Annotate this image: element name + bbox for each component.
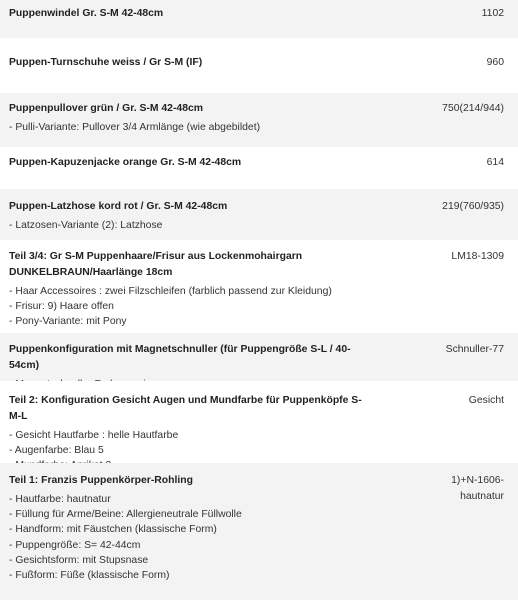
- item-title: Teil 1: Franzis Puppenkörper-Rohling: [9, 475, 193, 486]
- item-option: - Hautfarbe: hautnatur: [9, 494, 111, 505]
- item-sku: 219(760/935): [442, 201, 504, 212]
- item-option: - Füllung für Arme/Beine: Allergieneutrale Füllwolle: [9, 509, 242, 521]
- item-info: [9, 155, 477, 171]
- item-options: [9, 492, 432, 583]
- item-option: - Augenfarbe: Blau 5: [9, 445, 104, 457]
- item-option: - Haar Accessoires : zwei Filzschleifen (farblich passend zur Kleidung): [9, 286, 332, 297]
- item-option: - Latzosen-Variante (2): Latzhose: [9, 220, 163, 231]
- item-info: [9, 55, 477, 71]
- item-title: Puppenpullover grün / Gr. S-M 42-48cm: [9, 103, 203, 114]
- item-option: - Gesichtsform: mit Stupsnase: [9, 554, 149, 566]
- item-info: [9, 101, 432, 135]
- item-sku: 750(214/944): [442, 103, 504, 114]
- item-sku: Schnuller-77: [445, 344, 504, 355]
- table-row: [0, 147, 518, 189]
- item-info: [9, 473, 432, 583]
- item-option: - Puppengröße: S= 42-44cm: [9, 539, 141, 551]
- item-options: [9, 218, 432, 233]
- item-info: [9, 6, 472, 22]
- item-title: Puppen-Kapuzenjacke orange Gr. S-M 42-48cm: [9, 157, 242, 168]
- item-option: - Pony-Variante: mit Pony: [9, 316, 127, 328]
- item-sku: LM18-1309: [451, 251, 504, 262]
- item-info: [9, 393, 459, 474]
- item-option: - Handform: mit Fäustchen (klassische Form): [9, 524, 217, 536]
- item-sku: 614: [486, 157, 504, 168]
- item-title: Puppen-Latzhose kord rot / Gr. S-M 42-48cm: [9, 201, 228, 212]
- item-info: [9, 199, 432, 233]
- table-row: [0, 0, 518, 38]
- item-info: [9, 249, 441, 330]
- item-option: - Fußform: Füße (klassische Form): [9, 570, 170, 582]
- table-row: [0, 381, 518, 463]
- item-title: Puppen-Turnschuhe weiss / Gr S-M (IF): [9, 57, 203, 68]
- item-title: Puppenkonfiguration mit Magnetschnuller (für Puppengröße S-L / 40-54cm): [9, 344, 351, 371]
- item-option: - Pulli-Variante: Pullover 3/4 Armlänge (wie abgebildet): [9, 122, 261, 133]
- table-row: [0, 93, 518, 147]
- table-row: [0, 463, 518, 600]
- item-title: Teil 3/4: Gr S-M Puppenhaare/Frisur aus Lockenmohairgarn DUNKELBRAUN/Haarlänge 18cm: [9, 251, 303, 278]
- item-option: - Gesicht Hautfarbe : helle Hautfarbe: [9, 430, 179, 441]
- item-options: [9, 284, 441, 330]
- item-sku: 1)+N-1606-hautnatur: [451, 475, 504, 502]
- item-sku: 960: [486, 57, 504, 68]
- item-sku: 1102: [481, 8, 504, 19]
- item-options: [9, 120, 432, 135]
- table-row: [0, 240, 518, 333]
- item-title: Puppenwindel Gr. S-M 42-48cm: [9, 8, 164, 19]
- item-sku: Gesicht: [468, 395, 504, 406]
- table-row: [0, 38, 518, 93]
- item-option: - Frisur: 9) Haare offen: [9, 301, 114, 313]
- table-row: [0, 333, 518, 381]
- item-title: Teil 2: Konfiguration Gesicht Augen und Mundfarbe für Puppenköpfe S-M-L: [9, 395, 362, 422]
- table-row: [0, 189, 518, 240]
